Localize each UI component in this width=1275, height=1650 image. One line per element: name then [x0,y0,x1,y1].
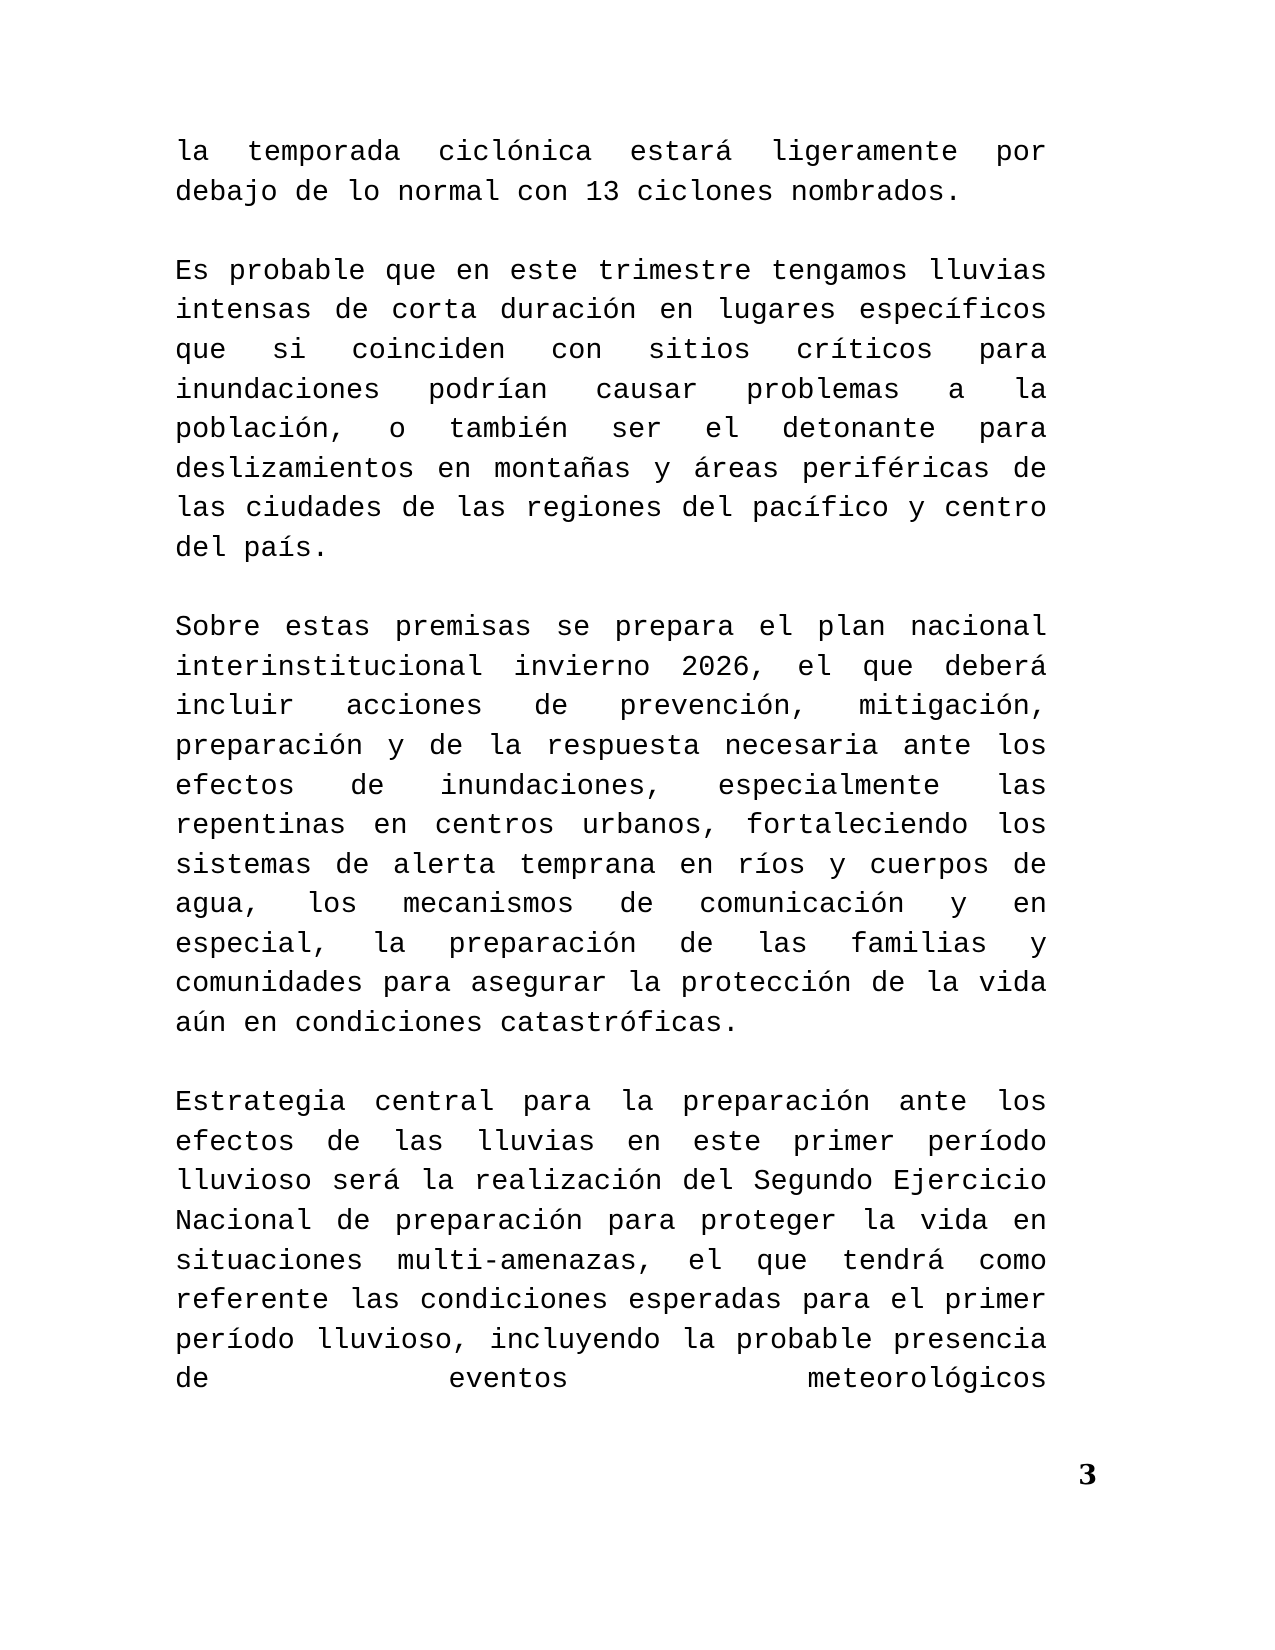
paragraph-1: la temporada ciclónica estará ligeramente por debajo de lo normal con 13 ciclones nombrados. [175,136,1047,209]
page-number: 3 [1078,1460,1097,1491]
paragraph-3: Sobre estas premisas se prepara el plan nacional interinstitucional invierno 2026, el que deberá incluir acciones de prevención, mitigación, preparación y de la respuesta necesaria ante los efectos de inundaciones, especialmente las repentinas en centros urbanos, fortaleciendo los sistemas de alerta temprana en ríos y cuerpos de agua, los mecanismos de comunicación y en especial, la preparación de las familias y comunidades para asegurar la protección de la vida aún en condiciones catastróficas. [175,611,1047,1041]
paragraph-4: Estrategia central para la preparación ante los efectos de las lluvias en este primer período lluvioso será la realización del Segundo Ejercicio Nacional de preparación para proteger la vida en situaciones multi-amenazas, el que tendrá como referente las condiciones esperadas para el primer período lluvioso, incluyendo la probable presencia de eventos meteorológicos [175,1086,1047,1397]
paragraph-2: Es probable que en este trimestre tengamos lluvias intensas de corta duración en lugares específicos que si coinciden con sitios críticos para inundaciones podrían causar problemas a la población, o también ser el detonante para deslizamientos en montañas y áreas periféricas de las ciudades de las regiones del pacífico y centro del país. [175,254,1047,565]
body-text-column [175,133,1047,1440]
